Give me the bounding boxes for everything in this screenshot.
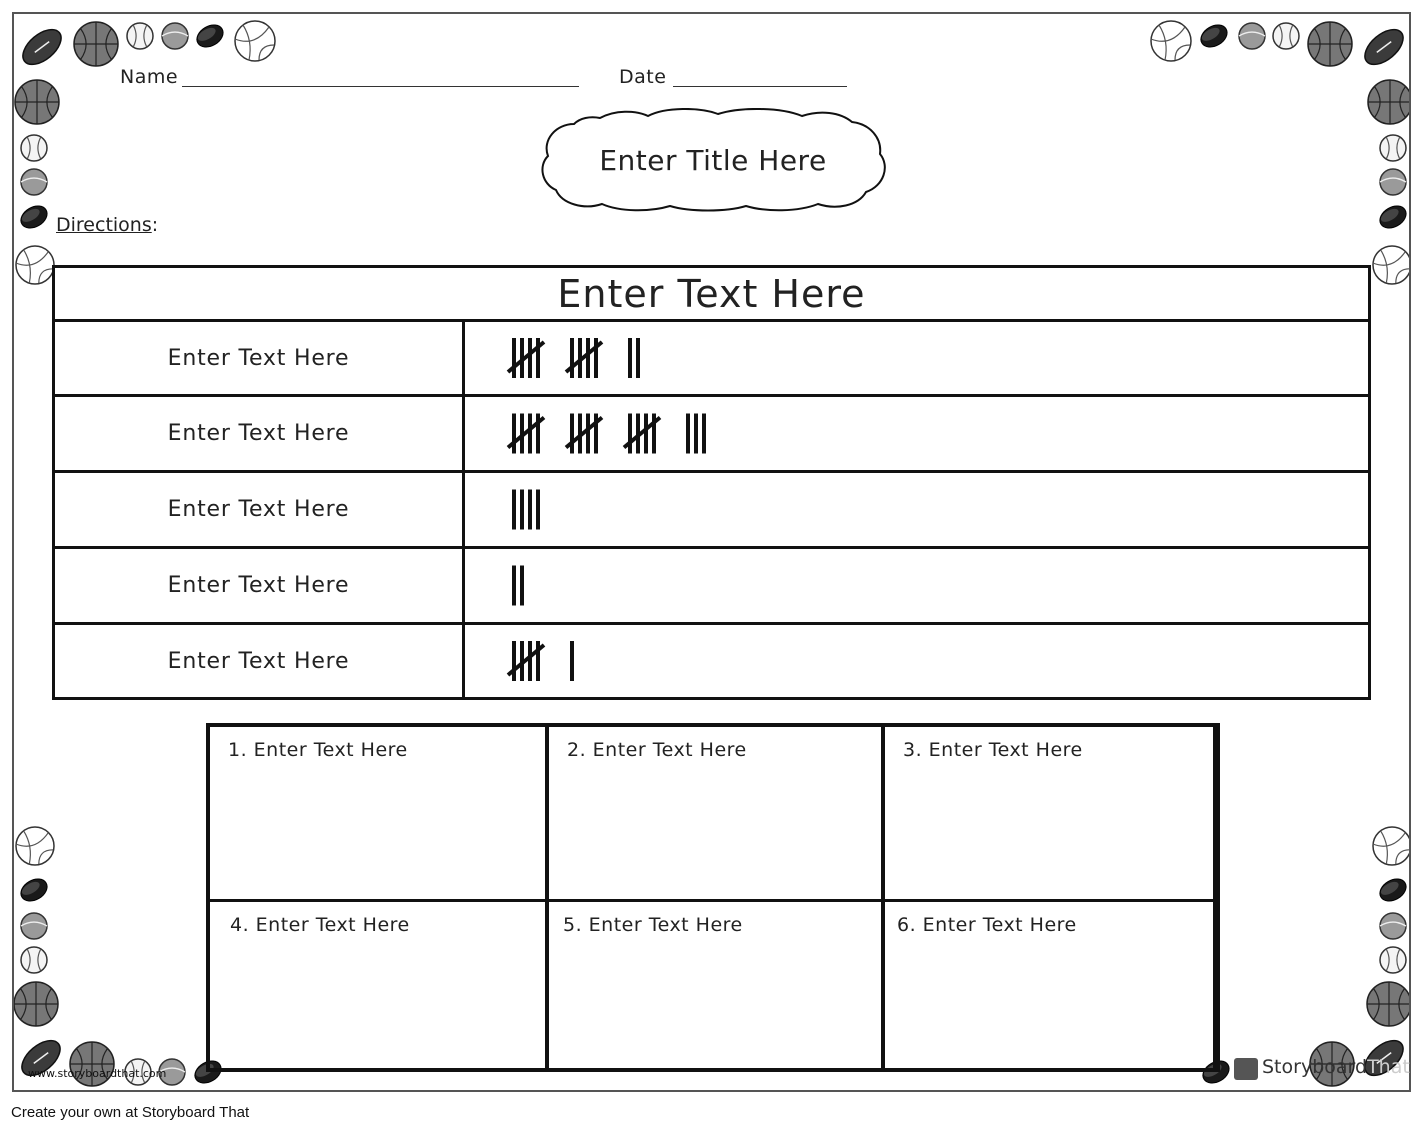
tennis-ball-icon: [1380, 913, 1406, 939]
watermark-url: www.storyboardthat.com: [28, 1067, 167, 1080]
tally-group: [508, 338, 544, 378]
date-field[interactable]: [673, 86, 847, 87]
tally-row: [55, 473, 1368, 549]
tally-row-label[interactable]: Enter Text Here: [55, 549, 465, 622]
tally-row: [55, 397, 1368, 473]
tally-marks: [500, 322, 920, 394]
question-cell[interactable]: [210, 727, 545, 899]
tennis-ball-icon: [162, 23, 188, 49]
tally-row: [55, 549, 1368, 625]
tally-marks: [500, 549, 920, 622]
tally-table: [52, 265, 1371, 700]
tennis-ball-icon: [21, 169, 47, 195]
baseball-icon: [1273, 23, 1299, 49]
storyboard-logo-icon: [1234, 1058, 1258, 1080]
question-grid: [206, 723, 1220, 1072]
football-icon: [17, 23, 68, 71]
tennis-ball-icon: [1239, 23, 1265, 49]
tally-group: [514, 490, 538, 530]
tally-group: [630, 338, 638, 378]
question-text[interactable]: 3. Enter Text Here: [903, 739, 1083, 761]
tally-table-header[interactable]: Enter Text Here: [55, 268, 1368, 322]
directions: [56, 214, 158, 236]
volleyball-icon: [1373, 827, 1411, 865]
volleyball-icon: [1373, 246, 1411, 284]
question-cell[interactable]: [549, 727, 881, 899]
watermark-brand-light: That: [1367, 1056, 1410, 1078]
baseball-icon: [1380, 135, 1406, 161]
tally-row-label[interactable]: Enter Text Here: [55, 322, 465, 394]
date-label: Date: [619, 66, 667, 88]
tally-row-label[interactable]: Enter Text Here: [55, 397, 465, 470]
title-cloud[interactable]: [540, 108, 886, 212]
tally-row: [55, 625, 1368, 697]
grid-divider: [881, 727, 885, 1068]
tally-marks: [500, 397, 920, 470]
footer-credit[interactable]: Create your own at Storyboard That: [11, 1104, 250, 1121]
name-field[interactable]: [182, 86, 579, 87]
question-cell[interactable]: [885, 902, 1213, 1068]
tennis-ball-icon: [21, 913, 47, 939]
baseball-icon: [21, 947, 47, 973]
football-icon: [1359, 23, 1410, 71]
tally-group: [566, 414, 602, 454]
volleyball-icon: [1151, 21, 1191, 61]
basketball-icon: [15, 80, 59, 124]
volleyball-icon: [16, 246, 54, 284]
hockey-puck-icon: [193, 21, 227, 52]
hockey-puck-icon: [17, 202, 51, 233]
tally-marks: [500, 473, 920, 546]
tally-row-label[interactable]: Enter Text Here: [55, 625, 465, 697]
volleyball-icon: [16, 827, 54, 865]
name-label: Name: [120, 66, 179, 88]
basketball-icon: [1308, 22, 1352, 66]
tally-group: [514, 566, 522, 606]
basketball-icon: [74, 22, 118, 66]
hockey-puck-icon: [1197, 21, 1231, 52]
tally-group: [566, 338, 602, 378]
tally-marks: [500, 625, 920, 697]
directions-colon: :: [151, 214, 159, 236]
question-text[interactable]: 2. Enter Text Here: [567, 739, 747, 761]
hockey-puck-icon: [1376, 875, 1410, 906]
tally-row-label[interactable]: Enter Text Here: [55, 473, 465, 546]
basketball-icon: [1368, 80, 1411, 124]
question-cell[interactable]: [885, 727, 1213, 899]
directions-label: Directions: [56, 214, 152, 236]
basketball-icon: [14, 982, 58, 1026]
question-text[interactable]: 6. Enter Text Here: [897, 914, 1077, 936]
title-text[interactable]: Enter Title Here: [599, 143, 827, 177]
tennis-ball-icon: [1380, 169, 1406, 195]
watermark-brand-main: Storyboard: [1262, 1056, 1368, 1078]
tally-group: [508, 641, 544, 681]
question-text[interactable]: 5. Enter Text Here: [563, 914, 743, 936]
hockey-puck-icon: [1376, 202, 1410, 233]
tally-group: [624, 414, 660, 454]
tally-row: [55, 322, 1368, 397]
question-cell[interactable]: [549, 902, 881, 1068]
volleyball-icon: [235, 21, 275, 61]
tally-group: [508, 414, 544, 454]
basketball-icon: [1367, 982, 1411, 1026]
question-text[interactable]: 1. Enter Text Here: [228, 739, 408, 761]
baseball-icon: [21, 135, 47, 161]
tally-group: [688, 414, 704, 454]
grid-divider: [545, 727, 549, 1068]
watermark-brand: [1262, 1056, 1410, 1078]
hockey-puck-icon: [17, 875, 51, 906]
baseball-icon: [1380, 947, 1406, 973]
question-text[interactable]: 4. Enter Text Here: [230, 914, 410, 936]
grid-divider: [210, 899, 1213, 902]
question-cell[interactable]: [210, 902, 545, 1068]
baseball-icon: [127, 23, 153, 49]
